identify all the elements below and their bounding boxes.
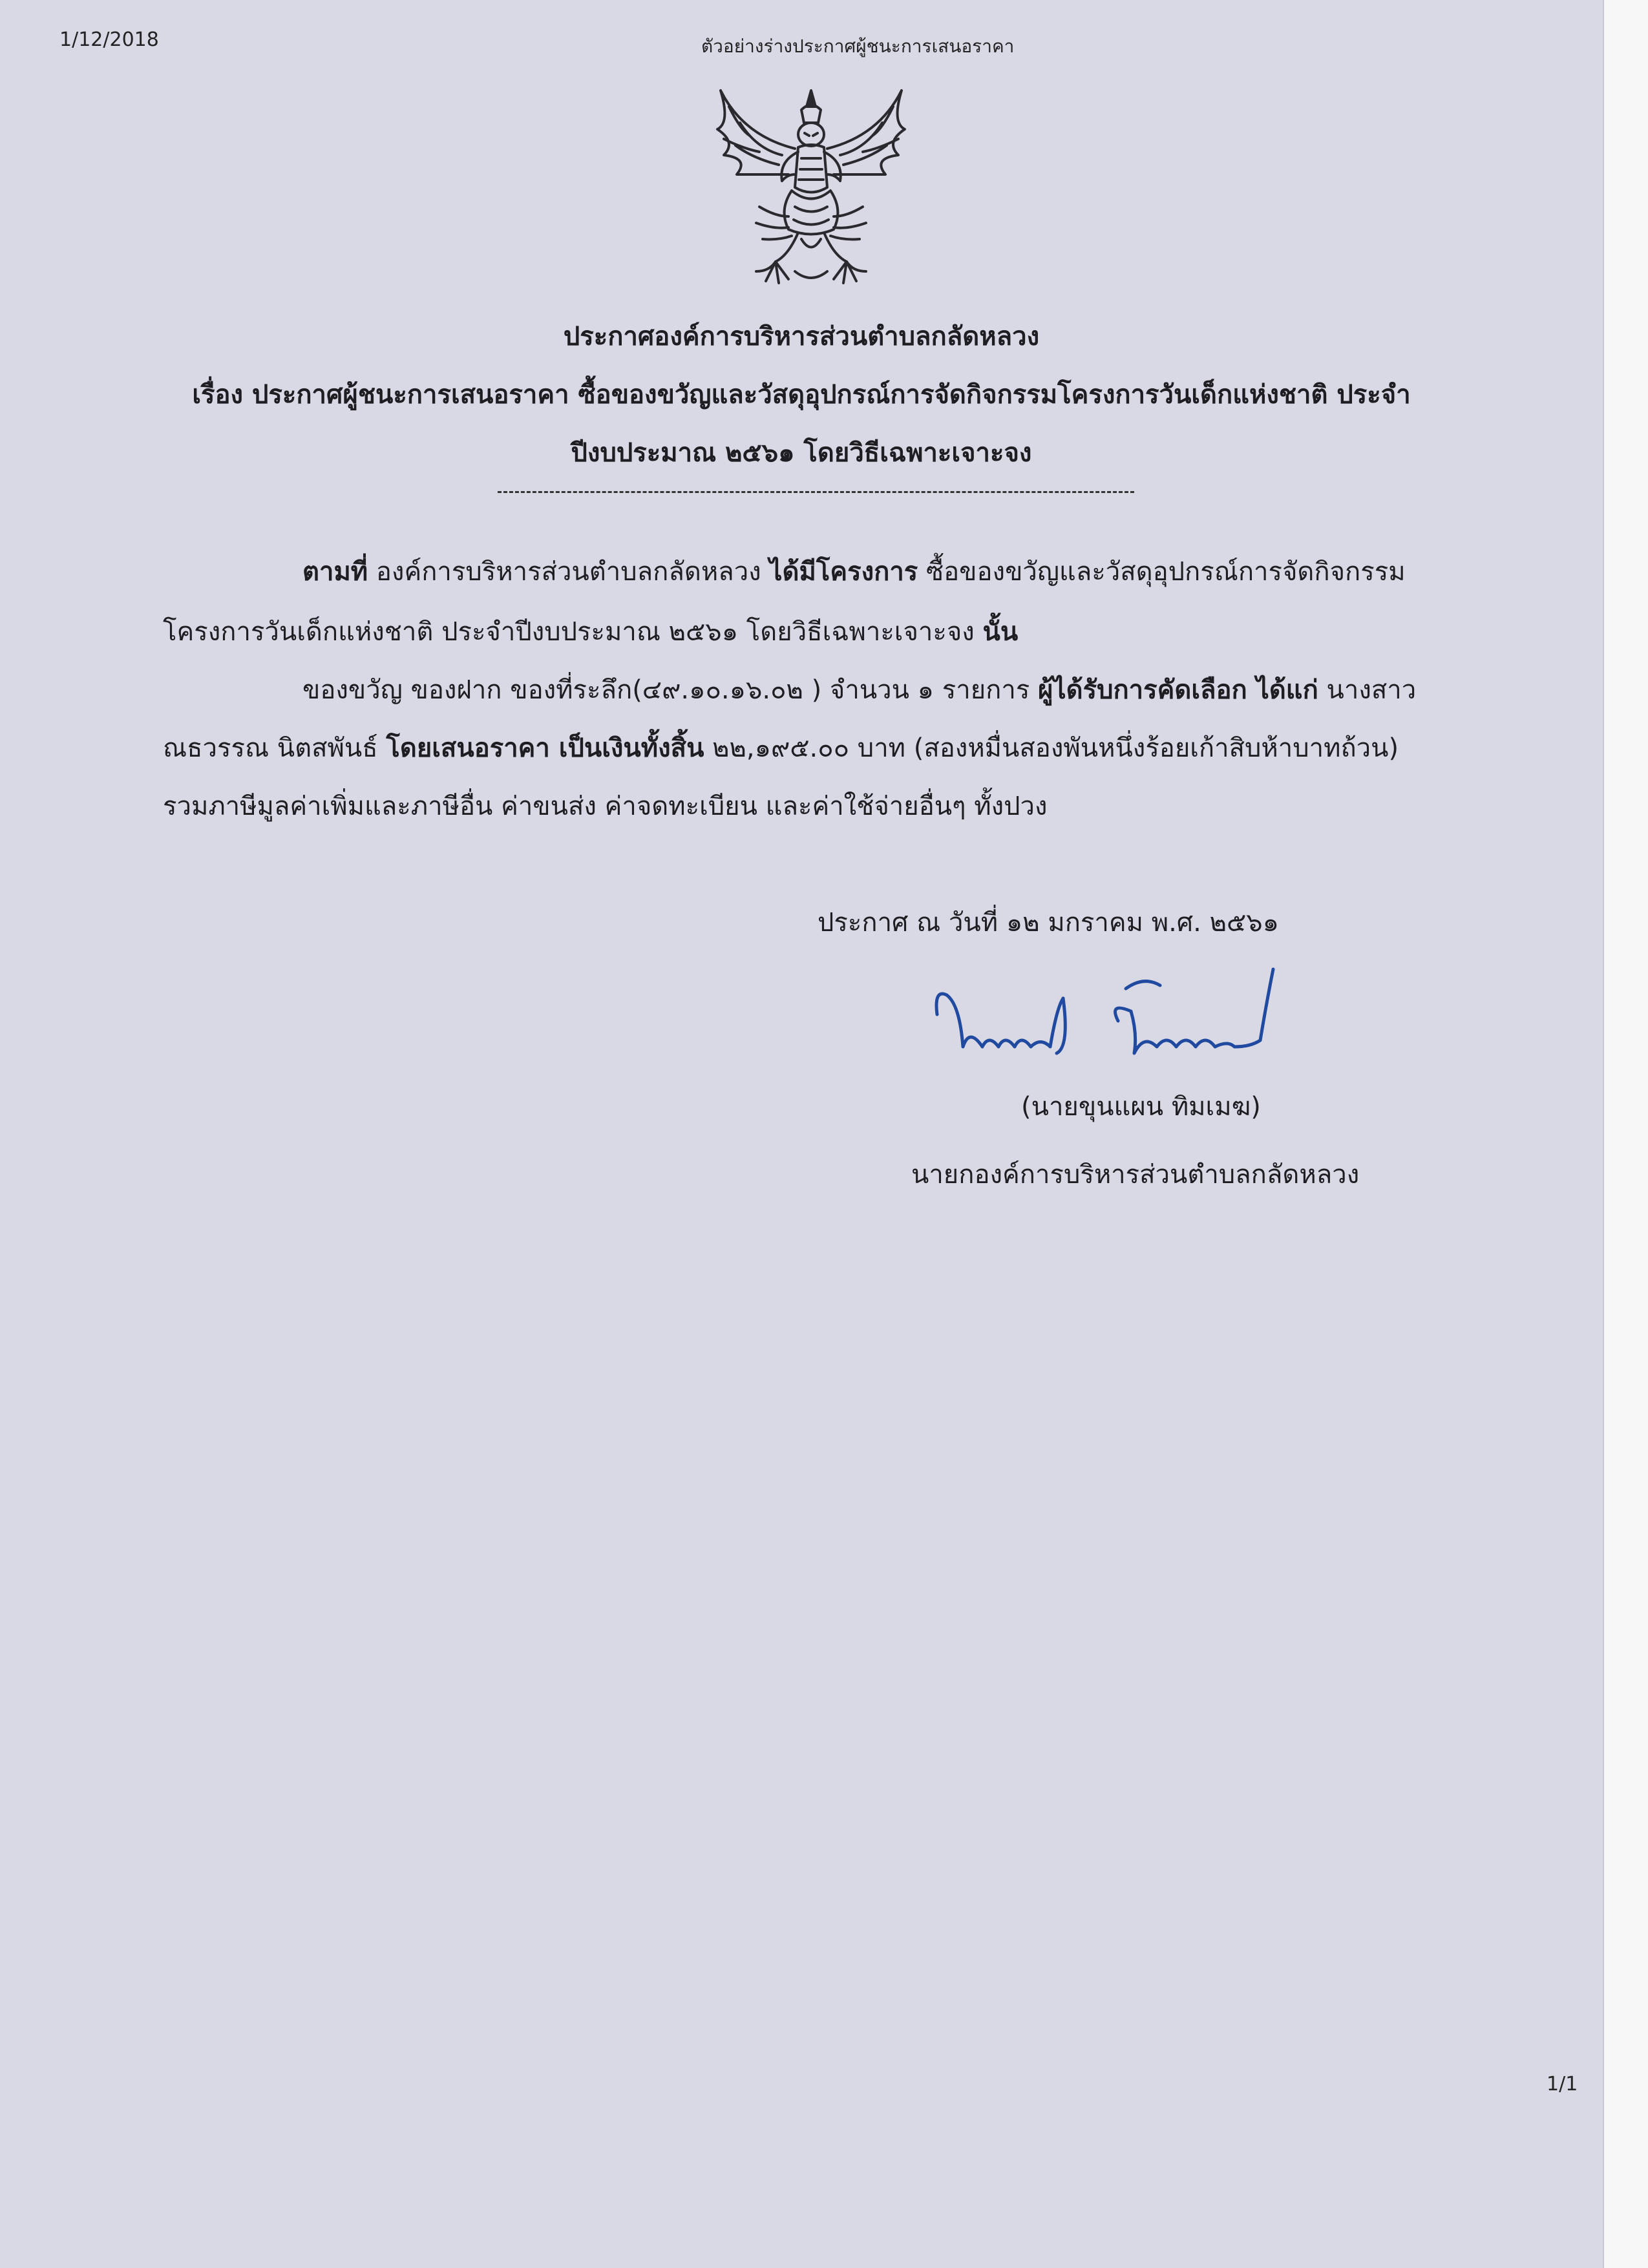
- paragraph-1-line-2: [163, 611, 1018, 652]
- p2-title: นางสาว: [1318, 675, 1417, 705]
- paragraph-2-line-2: [163, 727, 1399, 768]
- page-number: 1/1: [1547, 2073, 1578, 2095]
- p2-winner-name: ณธวรรณ นิตสพันธ์: [163, 733, 386, 763]
- paragraph-1-line-1: [302, 551, 1406, 592]
- p2-items: ของขวัญ ของฝาก ของที่ระลึก(๔๙.๑๐.๑๖.๐๒ ) จำนวน ๑ รายการ: [302, 675, 1039, 705]
- paragraph-2-line-1: [302, 669, 1416, 710]
- signer-position: นายกองค์การบริหารส่วนตำบลกลัดหลวง: [911, 1160, 1360, 1190]
- handwritten-signature: [924, 950, 1325, 1086]
- p2-price: ๒๒,๑๙๕.๐๐ บาท (สองหมื่นสองพันหนึ่งร้อยเก้าสิบห้าบาทถ้วน): [704, 733, 1399, 763]
- announcement-date: ประกาศ ณ วันที่ ๑๒ มกราคม พ.ศ. ๒๕๖๑: [818, 908, 1280, 938]
- scan-edge: [1603, 0, 1648, 2268]
- paragraph-2-line-3: รวมภาษีมูลค่าเพิ่มและภาษีอื่น ค่าขนส่ง ค่าจดทะเบียน และค่าใช้จ่ายอื่นๆ ทั้งปวง: [163, 792, 1048, 821]
- p2-price-label: โดยเสนอราคา เป็นเงินทั้งสิ้น: [386, 733, 704, 763]
- p1-end: นั้น: [982, 617, 1019, 647]
- subject-line-1: [0, 373, 1603, 415]
- garuda-emblem-icon: [704, 78, 918, 294]
- subject-text: ซื้อของขวัญและวัสดุอุปกรณ์การจัดกิจกรรมโครงการวันเด็กแห่งชาติ ประจำ: [569, 380, 1411, 410]
- p1-project: ซื้อของขวัญและวัสดุอุปกรณ์การจัดกิจกรรม: [918, 557, 1406, 587]
- print-date: 1/12/2018: [59, 28, 159, 51]
- document-header-title: ตัวอย่างร่างประกาศผู้ชนะการเสนอราคา: [701, 36, 1015, 57]
- signer-name: (นายขุนแผน ทิมเมฆ): [1021, 1092, 1261, 1122]
- p1-org: องค์การบริหารส่วนตำบลกลัดหลวง: [368, 557, 770, 587]
- p1-project-label: ได้มีโครงการ: [769, 557, 918, 587]
- p1-lead: ตามที่: [302, 557, 368, 587]
- p2-selected-label: ผู้ได้รับการคัดเลือก ได้แก่: [1038, 675, 1318, 705]
- dashed-separator: [498, 491, 1134, 493]
- announcement-issuer: ประกาศองค์การบริหารส่วนตำบลกลัดหลวง: [563, 322, 1040, 352]
- subject-label: เรื่อง ประกาศผู้ชนะการเสนอราคา: [192, 380, 569, 410]
- p1-project-cont: โครงการวันเด็กแห่งชาติ ประจำปีงบประมาณ ๒๕๖๑ โดยวิธีเฉพาะเจาะจง: [163, 617, 983, 647]
- subject-line-2: ปีงบประมาณ ๒๕๖๑ โดยวิธีเฉพาะเจาะจง: [571, 438, 1032, 468]
